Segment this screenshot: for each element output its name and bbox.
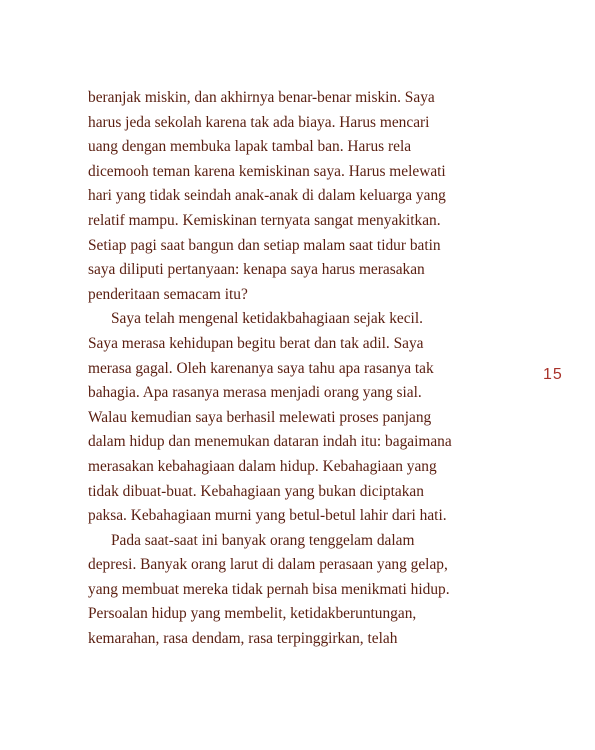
text-line: relatif mampu. Kemiskinan ternyata sangat menyakitkan. bbox=[88, 211, 441, 229]
text-line: saya diliputi pertanyaan: kenapa saya harus merasakan bbox=[88, 261, 425, 279]
text-line: penderitaan semacam itu? bbox=[88, 285, 248, 303]
text-line: Pada saat-saat ini banyak orang tenggelam dalam bbox=[111, 531, 415, 549]
text-line: Saya merasa kehidupan begitu berat dan tak adil. Saya bbox=[88, 334, 424, 352]
text-line: yang membuat mereka tidak pernah bisa menikmati hidup. bbox=[88, 580, 450, 598]
text-line: dicemooh teman karena kemiskinan saya. Harus melewati bbox=[88, 162, 446, 180]
body-text bbox=[88, 86, 508, 652]
text-line: harus jeda sekolah karena tak ada biaya. Harus mencari bbox=[88, 113, 430, 131]
text-line: depresi. Banyak orang larut di dalam perasaan yang gelap, bbox=[88, 556, 448, 574]
text-line: merasakan kebahagiaan dalam hidup. Kebahagiaan yang bbox=[88, 457, 437, 475]
text-line: Saya telah mengenal ketidakbahagiaan sejak kecil. bbox=[111, 310, 423, 328]
text-line: uang dengan membuka lapak tambal ban. Harus rela bbox=[88, 138, 412, 156]
text-line: bahagia. Apa rasanya merasa menjadi orang yang sial. bbox=[88, 384, 422, 402]
text-line: Walau kemudian saya berhasil melewati proses panjang bbox=[88, 408, 432, 426]
text-line: merasa gagal. Oleh karenanya saya tahu apa rasanya tak bbox=[88, 359, 434, 377]
text-line: dalam hidup dan menemukan dataran indah itu: bagaimana bbox=[88, 433, 452, 451]
text-line: hari yang tidak seindah anak-anak di dalam keluarga yang bbox=[88, 187, 446, 205]
text-line: beranjak miskin, dan akhirnya benar-benar miskin. Saya bbox=[88, 89, 435, 106]
text-line: tidak dibuat-buat. Kebahagiaan yang bukan diciptakan bbox=[88, 482, 424, 500]
text-line: kemarahan, rasa dendam, rasa terpinggirkan, telah bbox=[88, 630, 398, 648]
text-line: paksa. Kebahagiaan murni yang betul-betul lahir dari hati. bbox=[88, 507, 447, 525]
page-number: 15 bbox=[543, 366, 563, 383]
text-line: Setiap pagi saat bangun dan setiap malam saat tidur batin bbox=[88, 236, 441, 254]
text-line: Persoalan hidup yang membelit, ketidakberuntungan, bbox=[88, 605, 417, 623]
